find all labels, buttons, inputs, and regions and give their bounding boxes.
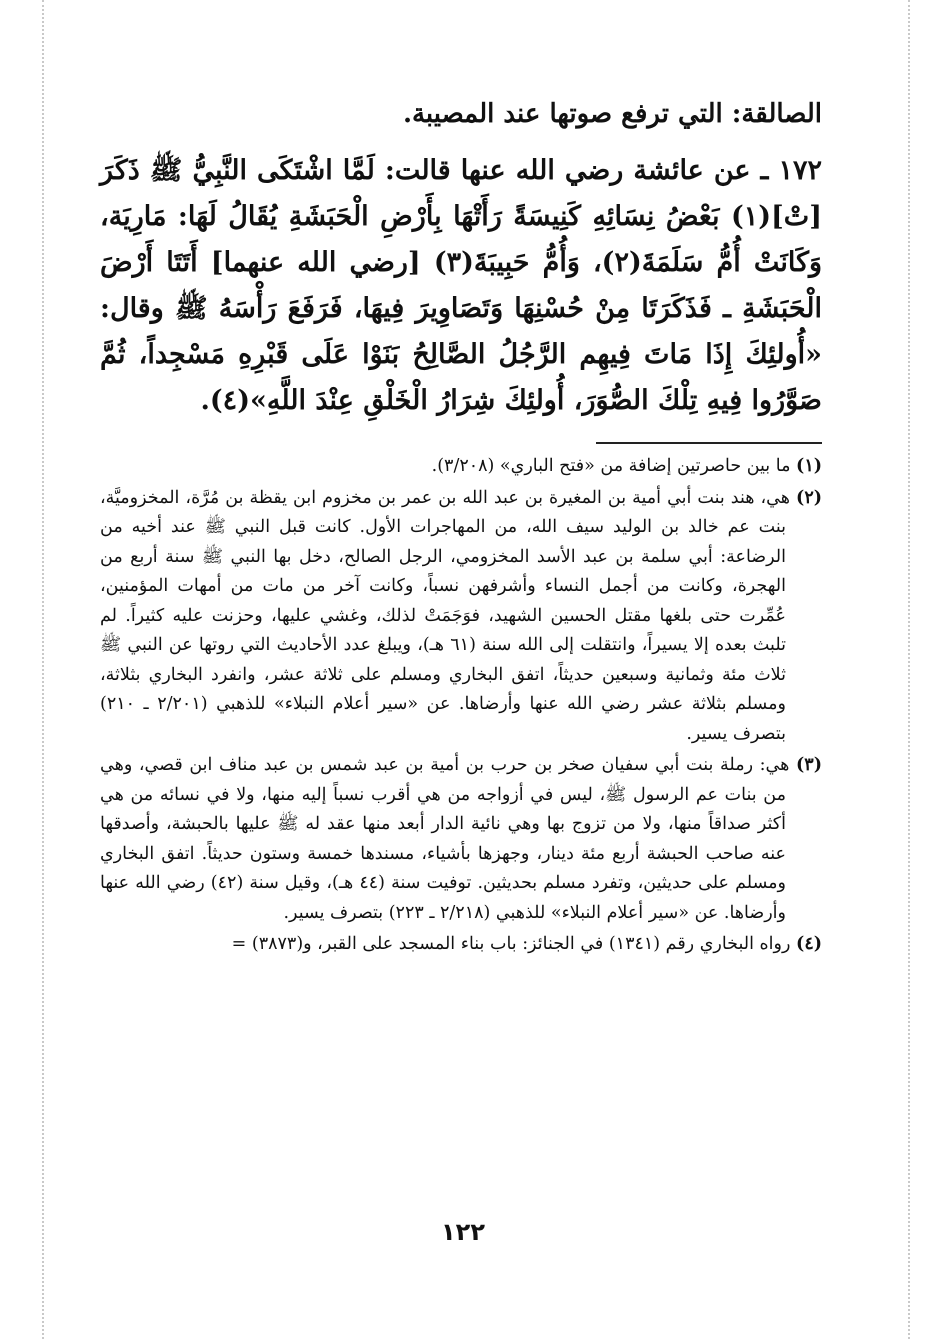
scan-guide-dots-left <box>42 0 44 1339</box>
footnote-2 <box>100 484 822 750</box>
footnote-number: (١) <box>796 456 822 476</box>
footnotes <box>100 452 822 962</box>
definition-line: الصالقة: التي ترفع صوتها عند المصيبة. <box>402 99 822 129</box>
footnote-separator <box>596 442 822 444</box>
scan-guide-dots-right <box>908 0 910 1339</box>
page-number: ١٢٢ <box>441 1218 485 1246</box>
hadith-text: عن عائشة رضي الله عنها قالت: لَمَّا اشْتَكَى النَّبِيُّ ﷺ ذَكَرَ [تْ](١) بَعْضُ نِسَائِهِ كَنِيسَةً رَأَتْهَا بِأَرْضِ الْحَبَشَةِ يُقَالُ لَهَا: مَارِيَة، وَكَانَتْ أُمُّ سَلَمَةَ(٢)، وَأُمُّ حَبِيبَةَ(٣) [رضي الله عنهما] أَتَتَا أَرْضَ الْحَبَشَةِ ـ فَذَكَرَتَا مِنْ حُسْنِهَا وَتَصَاوِيرَ فِيهَا، فَرَفَعَ رَأْسَهُ ﷺ وقال: «أُولئِكَ إِذَا مَاتَ فِيهِم الرَّجُلُ الصَّالِحُ بَنَوْا عَلَى قَبْرِهِ مَسْجِداً، ثُمَّ صَوَّرُوا فِيهِ تِلْكَ الصُّوَرَ، أُولئِكَ شِرَارُ الْخَلْقِ عِنْدَ اللَّهِ»(٤). <box>100 155 822 416</box>
footnote-number: (٤) <box>796 934 822 954</box>
footnote-text: هي: رملة بنت أبي سفيان صخر بن حرب بن أمية بن عبد شمس بن عبد مناف ابن قصي، وهي من بنات عم الرسول ﷺ، ليس في أزواجه من هي أقرب نسباً إليه منها، ولا في نسائه من هي أكثر صداقاً منها، ولا من تزوج بها وهي نائية الدار أبعد منها عقد له ﷺ عليها بالحبشة، وأصدقها عنه صاحب الحبشة أربع مئة دينار، وجهزها بأشياء، مسندها خمسة وستون حديثاً. اتفق البخاري ومسلم على حديثين، وتفرد مسلم بحديثين. توفيت سنة (٤٤ هـ)، وقيل سنة (٤٢) رضي الله عنها وأرضاها. عن «سير أعلام النبلاء» للذهبي (٢/٢١٨ ـ ٢٢٣) بتصرف يسير. <box>100 755 790 923</box>
hadith-paragraph <box>100 148 822 424</box>
footnote-text: هي، هند بنت أبي أمية بن المغيرة بن عبد الله بن عمر بن مخزوم ابن يقظة بن مُرَّة، المخزوميَّة، بنت عم خالد بن الوليد سيف الله، من المهاجرات الأول. كانت قبل النبي ﷺ عند أخيه من الرضاعة: أبي سلمة بن عبد الأسد المخزومي، الرجل الصالح، دخل بها النبي ﷺ سنة أربع من الهجرة، وكانت من أجمل النساء وأشرفهن نسباً، وكانت آخر من مات من أمهات المؤمنين، عُمِّرت حتى بلغها مقتل الحسين الشهيد، فوَجَمَتْ لذلك، وغشي عليها، وحزنت عليه كثيراً. لم تلبث بعده إلا يسيراً، وانتقلت إلى الله سنة (٦١ هـ)، ويبلغ عدد الأحاديث التي روتها عن النبي ﷺ ثلاث مئة وثمانية وسبعين حديثاً، اتفق البخاري ومسلم على ثلاثة عشر، وانفرد البخاري بثلاثة، ومسلم بثلاثة عشر رضي الله عنها وأرضاها. عن «سير أعلام النبلاء» للذهبي (٢/٢٠١ ـ ٢١٠) بتصرف يسير. <box>100 487 790 744</box>
footnote-3 <box>100 751 822 928</box>
footnote-text: ما بين حاصرتين إضافة من «فتح الباري» (٣/٢٠٨). <box>431 456 791 476</box>
footnote-1 <box>100 452 822 482</box>
footnote-text: رواه البخاري رقم (١٣٤١) في الجنائز: باب بناء المسجد على القبر، و(٣٨٧٣) = <box>231 934 791 954</box>
footnote-4 <box>100 930 822 960</box>
footnote-number: (٢) <box>796 487 822 508</box>
footnote-number: (٣) <box>796 755 822 775</box>
hadith-number: ١٧٢ ـ <box>760 155 823 186</box>
